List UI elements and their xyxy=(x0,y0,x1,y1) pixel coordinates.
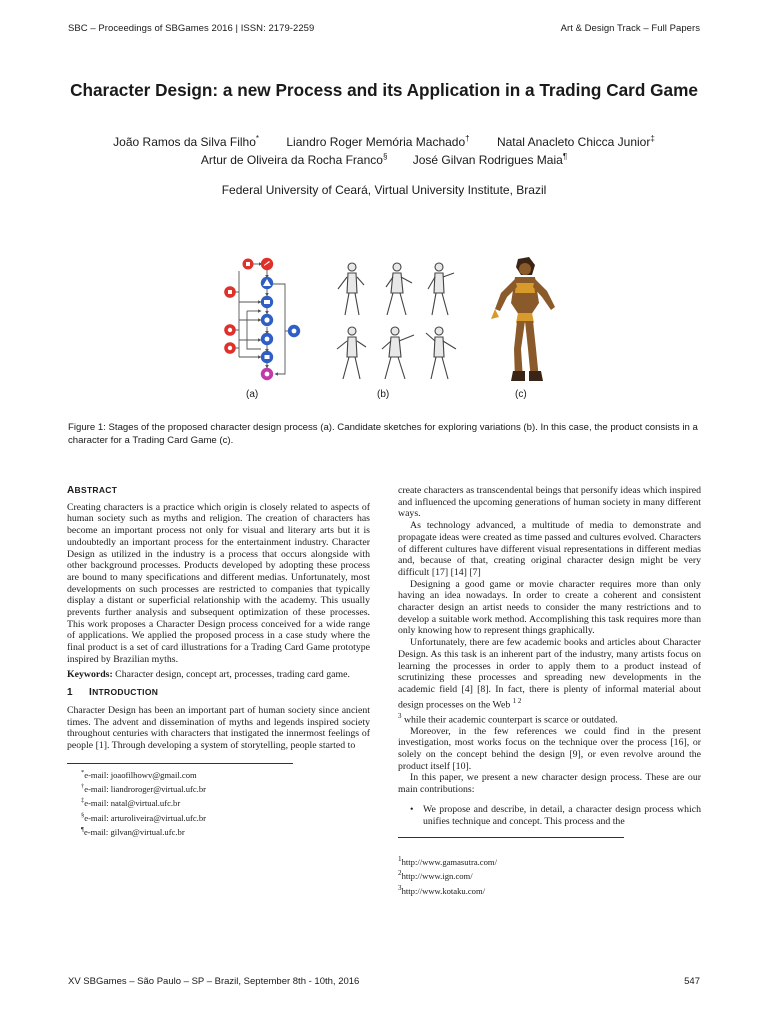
running-header-left: SBC – Proceedings of SBGames 2016 | ISSN: 2179-2259 xyxy=(68,23,315,34)
figure-label-a: (a) xyxy=(246,389,259,400)
author-line-1 xyxy=(60,134,708,149)
figure-label-b: (b) xyxy=(377,389,390,400)
footnote-url: $^2$http://www.ign.com/ xyxy=(398,869,473,882)
sketch-figure xyxy=(426,327,456,379)
introduction-paragraph-4: Unfortunately, there are few academic books and articles about Character Design. As this task is an inherent part of the industry, many artists focus on learning the processes in order to apply them to a product instead of scrutinizing these processes and spreading new developments in the academic field [4] [8]. In fact, there is plenty of informal material about design processes on the Web $^{1 2}$ $^3$ while their academic counterpart is scarce or outdated. xyxy=(398,637,701,725)
introduction-paragraph-6: In this paper, we present a new character design process. These are our main contributions: xyxy=(398,772,701,796)
abstract-heading: ABSTRACT xyxy=(67,485,118,496)
figure-caption: Figure 1: Stages of the proposed character design process (a). Candidate sketches for exploring variations (b). In this case, the product consists in a character for a Trading Card Game (c). xyxy=(68,422,698,446)
introduction-heading: 1 INTRODUCTION xyxy=(67,687,159,699)
introduction-paragraph-5: Moreover, in the few references we could find in the present investigation, most works focus on the technique over the process [16], or solely on the concept behind the design [9], or even revolve around the product itself [10]. xyxy=(398,725,701,772)
author-name: Artur de Oliveira da Rocha Franco§ xyxy=(200,152,388,167)
footnote-email: *e-mail: joaofilhowv@gmail.com xyxy=(81,768,197,780)
bullet-icon: • xyxy=(410,803,414,815)
footnote-email: §e-mail: arturoliveira@virtual.ufc.br xyxy=(81,811,206,823)
footnote-email: ¶e-mail: gilvan@virtual.ufc.br xyxy=(81,826,185,837)
footnote-email: †e-mail: liandroroger@virtual.ufc.br xyxy=(81,783,206,795)
left-column xyxy=(67,485,370,838)
author-name: Liandro Roger Memória Machado† xyxy=(286,134,470,149)
sketch-figure xyxy=(338,263,364,315)
running-footer: XV SBGames – São Paulo – SP – Brazil, September 8th - 10th, 2016 xyxy=(68,976,360,987)
process-diagram xyxy=(205,253,305,386)
character-figure xyxy=(491,257,555,381)
introduction-paragraph-1-continued: create characters as transcendental beings that personify ideas which inspired and influenced the upcoming generations of human society in many different ways. xyxy=(398,485,701,520)
sketch-figure xyxy=(382,327,414,379)
sketch-figure xyxy=(337,327,366,379)
abstract-text: Creating characters is a practice which origin is closely related to aspects of human society such as myths and religion. The creation of characters has become an important process not only for visual and literary arts but it is undoubtedly an important process for the entertainment industry. Character Design as utilized in the industry is a process that occurs alongside with other background processes. Products developed by adopting these process are bound to many specifications and different medias. Unfortunately, most developments on such processes are restricted to companies that typically display a distant or superficial relationship with the academy. This usually prevents further analysis and subsequent optimization of these processes. This work proposes a Character Design process conceived for a wide range of applications. We applied the proposed process in a case study where the final product is a set of card illustrations for a Trading Card Game prototype inspired by Brazilian myths. xyxy=(67,501,370,665)
introduction-paragraph-3: Designing a good game or movie character requires more than only having an idea nowadays. In order to create a coherent and consistent character design an artist needs to consider the many restrictions and to develop a suitable work method. Accomplishing this task requires more than only knowing how to represent things graphically. xyxy=(398,578,701,637)
candidate-sketches xyxy=(330,253,465,386)
paper-title: Character Design: a new Process and its Application in a Trading Card Game xyxy=(70,80,698,100)
author-line-2 xyxy=(60,152,708,167)
keywords: Keywords: Character design, concept art, processes, trading card game. xyxy=(67,668,350,680)
footnote-rule xyxy=(398,837,624,838)
url-footnotes xyxy=(398,854,701,897)
author-name: João Ramos da Silva Filho* xyxy=(113,134,260,149)
footnote-email: ‡e-mail: natal@virtual.ufc.br xyxy=(81,797,181,809)
running-header-right: Art & Design Track – Full Papers xyxy=(560,23,700,34)
sketch-figure xyxy=(386,263,412,315)
right-column xyxy=(398,485,701,897)
figure-label-c: (c) xyxy=(515,389,527,400)
page-number: 547 xyxy=(684,976,700,987)
footnote-url: $^1$http://www.gamasutra.com/ xyxy=(398,855,497,868)
introduction-paragraph-1: Character Design has been an important part of human society since ancient times. The advent and dissemination of myths and legends inspired society throughout centuries with characters that instigated the innermost feelings of people [1]. Through developing a system of storytelling, people started to xyxy=(67,704,370,751)
footnote-rule xyxy=(67,763,293,764)
final-character-illustration xyxy=(485,253,565,386)
introduction-paragraph-2: As technology advanced, a multitude of media to demonstrate and propagate ideas were created as time passed and cultures evolved. Characters of different cultures have different visual representations in different medias and, because of that, creating original character design might be very difficult [17] [14] [7] xyxy=(398,520,701,578)
author-name: Natal Anacleto Chicca Junior‡ xyxy=(496,134,655,149)
sketch-figure xyxy=(428,263,454,315)
footnote-url: $^3$http://www.kotaku.com/ xyxy=(398,883,486,896)
affiliation: Federal University of Ceará, Virtual University Institute, Brazil xyxy=(221,183,547,197)
author-name: José Gilvan Rodrigues Maia¶ xyxy=(412,152,568,167)
contribution-list-item: • We propose and describe, in detail, a character design process which unifies technique and concept. This process and the xyxy=(398,804,701,827)
process-stage-icons xyxy=(224,258,300,380)
